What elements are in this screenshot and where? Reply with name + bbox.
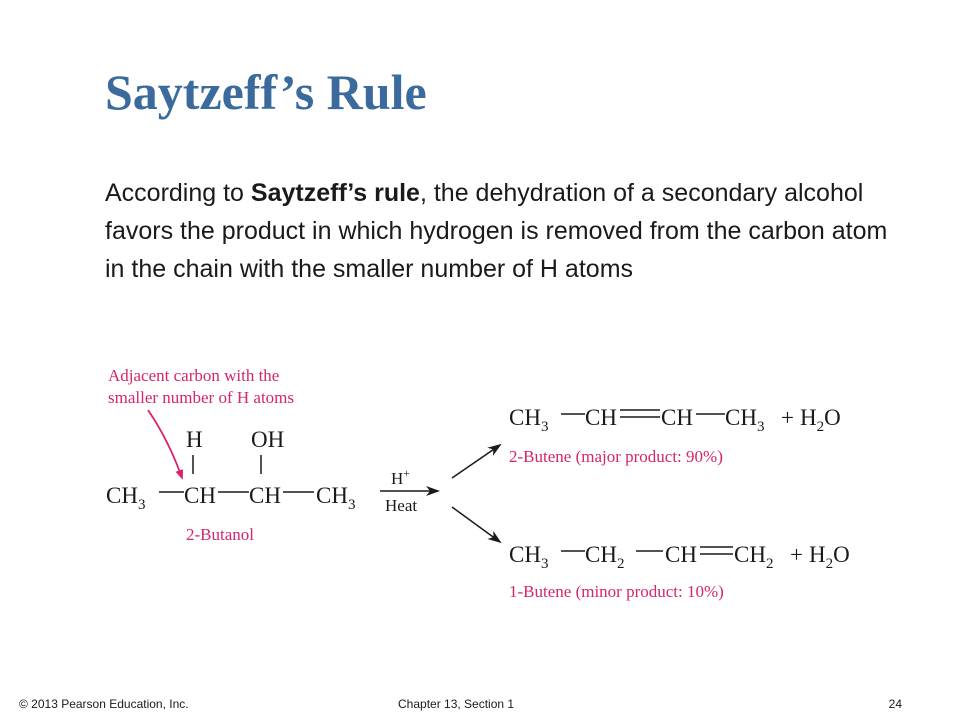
reactant-group-3: CH (249, 483, 281, 508)
dehydration-reaction-diagram (0, 340, 960, 620)
branch-arrow-minor (452, 507, 500, 542)
minor-group-3: CH (665, 542, 697, 567)
minor-group-1: $CH_3$ (509, 542, 549, 572)
reactant-h-label: H (186, 427, 203, 452)
condition-heat: Heat (385, 496, 418, 515)
minor-plus: + (790, 542, 803, 567)
reactant-group-1: $CH_3$ (106, 483, 146, 513)
reactant-name: 2-Butanol (186, 525, 254, 544)
branch-arrow-major (452, 445, 500, 478)
reactant-group-4: $CH_3$ (316, 483, 356, 513)
slide-body (105, 174, 905, 288)
minor-product-name: 1-Butene (minor product: 10%) (509, 582, 724, 601)
condition-catalyst: H+ (391, 466, 411, 488)
annotation-arrow (148, 410, 182, 478)
major-group-4: $CH_3$ (725, 405, 765, 435)
major-group-3: CH (661, 405, 693, 430)
minor-water: $H_2O$ (809, 542, 850, 572)
body-bold-term: Saytzeff’s rule (250, 179, 420, 207)
major-plus: + (781, 405, 794, 430)
body-suffix: , the dehydration of a secondary alcohol favors the product in which hydrogen is removed from the carbon atom in the chain with the smaller number of H atoms (105, 179, 888, 283)
annotation-line-1: Adjacent carbon with the (108, 366, 280, 385)
major-group-2: CH (585, 405, 617, 430)
major-water: $H_2O$ (800, 405, 841, 435)
footer-chapter: Chapter 13, Section 1 (398, 697, 515, 711)
major-group-1: $CH_3$ (509, 405, 549, 435)
footer-copyright: © 2013 Pearson Education, Inc. (19, 697, 189, 711)
slide-title: Saytzeff’s Rule (105, 64, 427, 120)
reactant-group-2: CH (184, 483, 216, 508)
minor-group-4: $CH_2$ (734, 542, 774, 572)
major-product-name: 2-Butene (major product: 90%) (509, 447, 723, 466)
reactant-oh-label: OH (251, 427, 285, 452)
body-prefix: According to (105, 179, 251, 207)
minor-group-2: $CH_2$ (585, 542, 625, 572)
annotation-line-2: smaller number of H atoms (108, 388, 295, 407)
footer-page-number: 24 (888, 697, 902, 711)
